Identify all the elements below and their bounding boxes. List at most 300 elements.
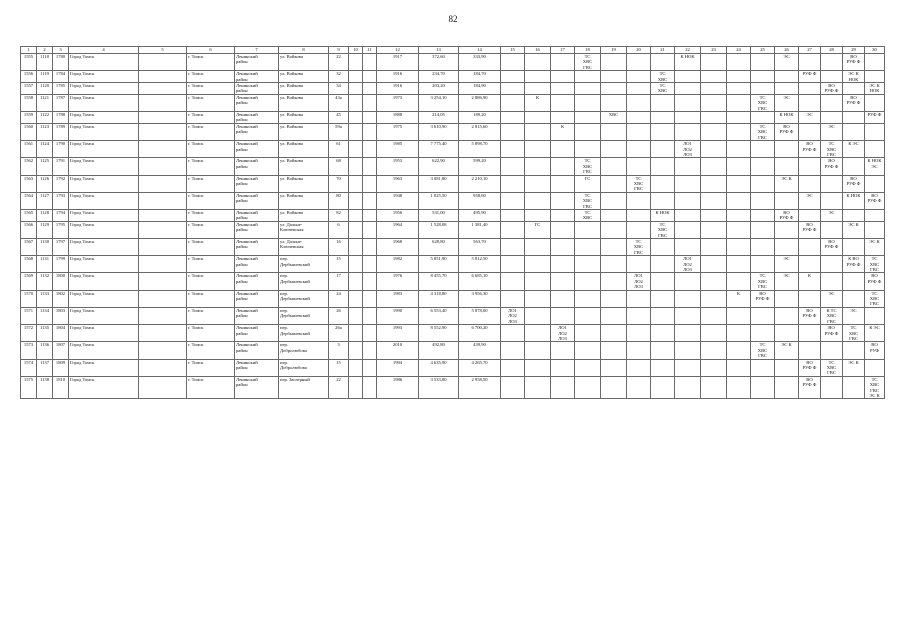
table-cell — [363, 71, 377, 83]
table-cell: 1983 — [377, 290, 419, 307]
table-cell: Ленинский район — [235, 273, 279, 290]
table-cell — [363, 175, 377, 192]
table-cell — [551, 273, 575, 290]
table-cell: Ленинский район — [235, 94, 279, 111]
table-cell — [551, 307, 575, 324]
table-cell: 1797 — [53, 239, 69, 256]
table-cell: 5 851,90 — [419, 256, 459, 273]
table-cell — [701, 209, 727, 221]
table-cell: 1134 — [37, 307, 53, 324]
table-cell — [775, 158, 799, 175]
table-cell: Город Томск — [69, 83, 139, 95]
table-cell: ТС ХВС — [575, 209, 601, 221]
table-cell: ТС ХВС ГВС — [751, 273, 775, 290]
table-cell: 2 958,50 — [459, 376, 501, 399]
table-cell: 17 — [329, 273, 349, 290]
table-cell — [349, 123, 363, 140]
table-cell: Город Томск — [69, 94, 139, 111]
table-cell — [349, 141, 363, 158]
table-cell — [525, 54, 551, 71]
table-row — [21, 221, 885, 238]
table-cell — [349, 94, 363, 111]
table-cell: ЭС — [775, 94, 799, 111]
table-cell — [727, 209, 751, 221]
table-cell — [501, 112, 525, 124]
table-cell: 1135 — [37, 325, 53, 342]
table-cell: ЭС — [775, 256, 799, 273]
table-cell: ВО РУФ Ф — [821, 158, 843, 175]
table-cell: 3 254,10 — [419, 94, 459, 111]
table-cell: ТС ХВС ГВС — [751, 94, 775, 111]
table-cell — [727, 221, 751, 238]
table-cell: 15 — [329, 359, 349, 376]
table-cell: 189,20 — [459, 112, 501, 124]
table-cell — [363, 158, 377, 175]
table-cell — [601, 342, 627, 359]
table-cell — [675, 112, 701, 124]
table-cell — [349, 158, 363, 175]
table-cell: ТС ХВС ГВС — [821, 359, 843, 376]
table-cell — [349, 342, 363, 359]
table-cell: ул. Войкова — [279, 112, 329, 124]
table-cell — [843, 209, 865, 221]
table-cell: 1565 — [21, 209, 37, 221]
table-cell: ВО РУФ Ф — [799, 141, 821, 158]
table-cell: 1800 — [53, 273, 69, 290]
table-cell: 1567 — [21, 239, 37, 256]
table-cell — [627, 71, 651, 83]
table-cell: ВО РУФ Ф — [751, 290, 775, 307]
table-cell: 26а — [329, 325, 349, 342]
column-header: 20 — [627, 47, 651, 54]
table-cell: Ленинский район — [235, 192, 279, 209]
table-cell — [627, 209, 651, 221]
table-cell: Ленинский район — [235, 239, 279, 256]
table-cell: ВО РУФ Ф — [821, 83, 843, 95]
table-cell: ул. Дальне- Ключевская — [279, 239, 329, 256]
table-cell: 1555 — [21, 54, 37, 71]
table-cell: Ленинский район — [235, 123, 279, 140]
table-cell — [651, 273, 675, 290]
table-cell: 1787 — [53, 94, 69, 111]
table-cell — [651, 376, 675, 399]
table-cell: 333,90 — [459, 54, 501, 71]
table-cell: 1986 — [377, 376, 419, 399]
table-cell: Ленинский район — [235, 71, 279, 83]
table-cell — [701, 141, 727, 158]
table-cell: пер. Заозерный — [279, 376, 329, 399]
table-cell — [349, 359, 363, 376]
table-cell — [627, 290, 651, 307]
table-cell — [627, 141, 651, 158]
table-cell: ТС ХВС ГВС — [821, 141, 843, 158]
table-cell: 531,00 — [419, 209, 459, 221]
table-row — [21, 273, 885, 290]
table-cell — [843, 273, 865, 290]
column-header: 18 — [575, 47, 601, 54]
table-cell: Город Томск — [69, 123, 139, 140]
table-cell — [751, 71, 775, 83]
table-cell — [843, 342, 865, 359]
table-cell: 1133 — [37, 290, 53, 307]
table-cell: г. Томск — [187, 239, 235, 256]
table-cell: ВО РУФ Ф — [799, 376, 821, 399]
table-cell: 26 — [329, 307, 349, 324]
table-cell: 495,90 — [459, 209, 501, 221]
table-cell — [675, 273, 701, 290]
table-cell: г. Томск — [187, 221, 235, 238]
table-cell: 6 700,20 — [459, 325, 501, 342]
housing-register-table — [20, 46, 885, 399]
column-header: 26 — [775, 47, 799, 54]
table-cell — [363, 192, 377, 209]
column-header: 21 — [651, 47, 675, 54]
table-cell: Город Томск — [69, 359, 139, 376]
table-cell: 1791 — [53, 158, 69, 175]
table-row — [21, 256, 885, 273]
table-cell — [501, 94, 525, 111]
table-cell — [843, 239, 865, 256]
table-cell: 1948 — [377, 192, 419, 209]
table-cell: Ленинский район — [235, 112, 279, 124]
column-header: 3 — [53, 47, 69, 54]
table-cell — [349, 376, 363, 399]
table-cell — [349, 307, 363, 324]
table-cell — [751, 158, 775, 175]
table-cell — [701, 342, 727, 359]
table-cell — [627, 221, 651, 238]
table-cell: 1575 — [21, 376, 37, 399]
table-cell: 372,60 — [419, 54, 459, 71]
table-cell — [775, 83, 799, 95]
table-cell — [551, 158, 575, 175]
column-header: 23 — [701, 47, 727, 54]
table-cell: ул. Войкова — [279, 123, 329, 140]
table-cell — [701, 71, 727, 83]
table-cell: пер. Дербышевский — [279, 273, 329, 290]
table-cell: 1 381,40 — [459, 221, 501, 238]
table-cell — [551, 376, 575, 399]
table-cell — [843, 112, 865, 124]
table-cell: г. Томск — [187, 256, 235, 273]
table-cell: ул. Войкова — [279, 192, 329, 209]
table-cell — [139, 112, 187, 124]
table-cell: Город Томск — [69, 273, 139, 290]
table-row — [21, 175, 885, 192]
table-cell: 5 898,70 — [459, 141, 501, 158]
table-cell: ТС ХВС ГВС — [751, 123, 775, 140]
table-cell: Ленинский район — [235, 158, 279, 175]
table-cell: ЛО1 ЛО2 ЛО3 — [501, 307, 525, 324]
table-cell — [775, 376, 799, 399]
table-cell — [575, 112, 601, 124]
table-cell: ТС ХВС ГВС — [865, 256, 885, 273]
table-cell: К — [799, 273, 821, 290]
table-cell: Город Томск — [69, 54, 139, 71]
table-cell — [363, 83, 377, 95]
table-cell — [727, 123, 751, 140]
table-cell — [627, 192, 651, 209]
table-cell — [751, 256, 775, 273]
header-row — [21, 47, 885, 54]
table-row — [21, 54, 885, 71]
table-cell — [349, 54, 363, 71]
table-cell: ТС ХВС ГВС ЭС К — [865, 376, 885, 399]
table-cell — [751, 83, 775, 95]
column-header: 24 — [727, 47, 751, 54]
table-cell — [501, 209, 525, 221]
table-cell — [701, 307, 727, 324]
table-cell — [601, 158, 627, 175]
table-row — [21, 94, 885, 111]
table-cell — [551, 239, 575, 256]
table-cell: 1799 — [53, 256, 69, 273]
table-cell — [775, 141, 799, 158]
table-cell — [675, 307, 701, 324]
table-cell: ул. Войкова — [279, 83, 329, 95]
table-cell — [627, 256, 651, 273]
table-cell: Город Томск — [69, 158, 139, 175]
table-cell: ХВС — [601, 112, 627, 124]
table-cell — [651, 325, 675, 342]
table-cell: ВО РУФ Ф — [843, 94, 865, 111]
table-cell: 1126 — [37, 175, 53, 192]
table-cell: г. Томск — [187, 342, 235, 359]
table-cell — [501, 83, 525, 95]
table-cell — [865, 141, 885, 158]
table-cell: 4 265,70 — [459, 359, 501, 376]
table-cell: ВО РУФ Ф — [775, 123, 799, 140]
table-cell — [525, 325, 551, 342]
table-cell — [363, 325, 377, 342]
table-cell: К — [525, 94, 551, 111]
table-cell: пер. Дербышевский — [279, 325, 329, 342]
table-cell — [139, 359, 187, 376]
table-cell — [139, 376, 187, 399]
table-cell: 1568 — [21, 256, 37, 273]
table-cell — [139, 158, 187, 175]
table-cell — [501, 141, 525, 158]
table-cell — [139, 342, 187, 359]
column-header: 15 — [501, 47, 525, 54]
table-cell: 59а — [329, 123, 349, 140]
table-cell: 70 — [329, 175, 349, 192]
table-cell — [701, 325, 727, 342]
table-cell: 1785 — [53, 83, 69, 95]
table-cell — [651, 54, 675, 71]
table-cell: ВО РУФ Ф — [821, 325, 843, 342]
table-cell: 80 — [329, 192, 349, 209]
table-cell — [525, 83, 551, 95]
table-cell: ул. Войкова — [279, 175, 329, 192]
table-cell — [627, 307, 651, 324]
table-cell: 599,20 — [459, 158, 501, 175]
table-row — [21, 239, 885, 256]
table-cell — [501, 158, 525, 175]
table-cell — [651, 342, 675, 359]
table-cell — [727, 54, 751, 71]
table-cell — [601, 239, 627, 256]
table-cell — [821, 221, 843, 238]
column-header: 25 — [751, 47, 775, 54]
table-cell — [363, 359, 377, 376]
column-header: 14 — [459, 47, 501, 54]
table-cell — [727, 158, 751, 175]
table-cell: 958,60 — [459, 192, 501, 209]
table-cell: 1138 — [37, 376, 53, 399]
table-cell: ЭС — [843, 307, 865, 324]
table-cell: 1985 — [377, 141, 419, 158]
table-cell: 2010 — [377, 342, 419, 359]
table-cell — [821, 94, 843, 111]
table-cell — [651, 123, 675, 140]
table-cell — [139, 307, 187, 324]
table-cell — [799, 239, 821, 256]
table-cell: 5 812,50 — [459, 256, 501, 273]
table-cell — [727, 141, 751, 158]
table-cell — [843, 376, 865, 399]
table-cell: 1559 — [21, 112, 37, 124]
table-row — [21, 112, 885, 124]
table-cell: 1572 — [21, 325, 37, 342]
table-cell — [701, 94, 727, 111]
table-cell: 1794 — [53, 209, 69, 221]
table-cell: ВО РУФ Ф — [821, 239, 843, 256]
table-cell — [675, 376, 701, 399]
table-cell: 1137 — [37, 359, 53, 376]
table-cell: 214,05 — [419, 112, 459, 124]
table-cell: пер. Добролюбова — [279, 342, 329, 359]
table-cell — [601, 256, 627, 273]
table-cell — [865, 175, 885, 192]
column-header: 28 — [821, 47, 843, 54]
table-cell: 6 685,10 — [459, 273, 501, 290]
page-number: 82 — [448, 14, 458, 24]
table-cell — [551, 94, 575, 111]
table-row — [21, 307, 885, 324]
table-cell: 1571 — [21, 307, 37, 324]
table-cell: ЭС К — [865, 239, 885, 256]
table-cell: 1809 — [53, 359, 69, 376]
table-cell — [525, 141, 551, 158]
table-cell — [501, 71, 525, 83]
table-cell — [363, 307, 377, 324]
table-cell: 1128 — [37, 209, 53, 221]
table-cell: РУФ Ф — [865, 112, 885, 124]
table-cell — [551, 359, 575, 376]
table-cell — [865, 307, 885, 324]
table-cell: пер. Дербышевский — [279, 290, 329, 307]
table-cell — [575, 325, 601, 342]
table-cell: 184,70 — [459, 71, 501, 83]
column-header: 2 — [37, 47, 53, 54]
table-cell — [601, 290, 627, 307]
table-cell — [525, 209, 551, 221]
table-cell — [821, 192, 843, 209]
table-cell: Ленинский район — [235, 342, 279, 359]
table-cell — [525, 112, 551, 124]
table-cell — [701, 273, 727, 290]
table-cell — [675, 239, 701, 256]
table-cell: 1 025,50 — [419, 192, 459, 209]
table-cell: г. Томск — [187, 112, 235, 124]
table-cell: ЭС К — [775, 175, 799, 192]
table-cell — [751, 221, 775, 238]
table-cell: 1916 — [377, 71, 419, 83]
table-cell: ТС ХВС ГВС — [865, 290, 885, 307]
table-cell: пер. Дербышевский — [279, 256, 329, 273]
table-cell: ул. Войкова — [279, 158, 329, 175]
table-cell — [627, 112, 651, 124]
table-cell — [821, 54, 843, 71]
table-cell — [775, 192, 799, 209]
table-cell: 3 610,90 — [419, 123, 459, 140]
table-cell: 1792 — [53, 175, 69, 192]
table-cell: К ВО РУФ Ф — [843, 256, 865, 273]
table-cell: 1127 — [37, 192, 53, 209]
table-cell: пер. Добролюбова — [279, 359, 329, 376]
table-cell: г. Томск — [187, 359, 235, 376]
table-cell — [727, 273, 751, 290]
table-cell — [551, 221, 575, 238]
table-cell — [701, 158, 727, 175]
table-cell — [525, 192, 551, 209]
table-cell: 4 635,90 — [419, 359, 459, 376]
table-cell — [349, 209, 363, 221]
table-cell — [751, 239, 775, 256]
table-cell — [601, 192, 627, 209]
table-cell: Город Томск — [69, 71, 139, 83]
table-cell — [139, 209, 187, 221]
table-cell: 1570 — [21, 290, 37, 307]
table-cell — [363, 221, 377, 238]
table-cell: ТС ХВС ГВС — [575, 158, 601, 175]
table-row — [21, 141, 885, 158]
table-cell — [799, 54, 821, 71]
table-cell — [751, 54, 775, 71]
table-cell: Город Томск — [69, 325, 139, 342]
table-cell: 1569 — [21, 273, 37, 290]
table-cell: 1964 — [377, 221, 419, 238]
table-cell: 1129 — [37, 221, 53, 238]
table-cell — [139, 175, 187, 192]
table-cell: 3 — [329, 342, 349, 359]
table-cell — [775, 325, 799, 342]
table-cell: ЛО1 ЛО2 ЛО3 — [627, 273, 651, 290]
table-cell: Ленинский район — [235, 209, 279, 221]
table-cell: РУФ Ф — [799, 71, 821, 83]
table-cell: ЭС — [775, 273, 799, 290]
table-cell — [501, 273, 525, 290]
table-cell: 8 455,70 — [419, 273, 459, 290]
table-cell: 1784 — [53, 71, 69, 83]
table-cell: ЭС К НОК — [843, 71, 865, 83]
table-cell: Город Томск — [69, 141, 139, 158]
table-cell — [675, 209, 701, 221]
table-cell: К НОК — [651, 209, 675, 221]
table-cell: ул. Войкова — [279, 71, 329, 83]
table-cell — [701, 83, 727, 95]
column-header: 16 — [525, 47, 551, 54]
table-cell — [651, 141, 675, 158]
table-cell: К НОК — [843, 192, 865, 209]
table-cell — [675, 123, 701, 140]
table-cell: Город Томск — [69, 376, 139, 399]
table-cell — [651, 290, 675, 307]
table-cell: 1124 — [37, 141, 53, 158]
table-cell — [575, 71, 601, 83]
table-cell: ВО РУФ Ф — [799, 307, 821, 324]
